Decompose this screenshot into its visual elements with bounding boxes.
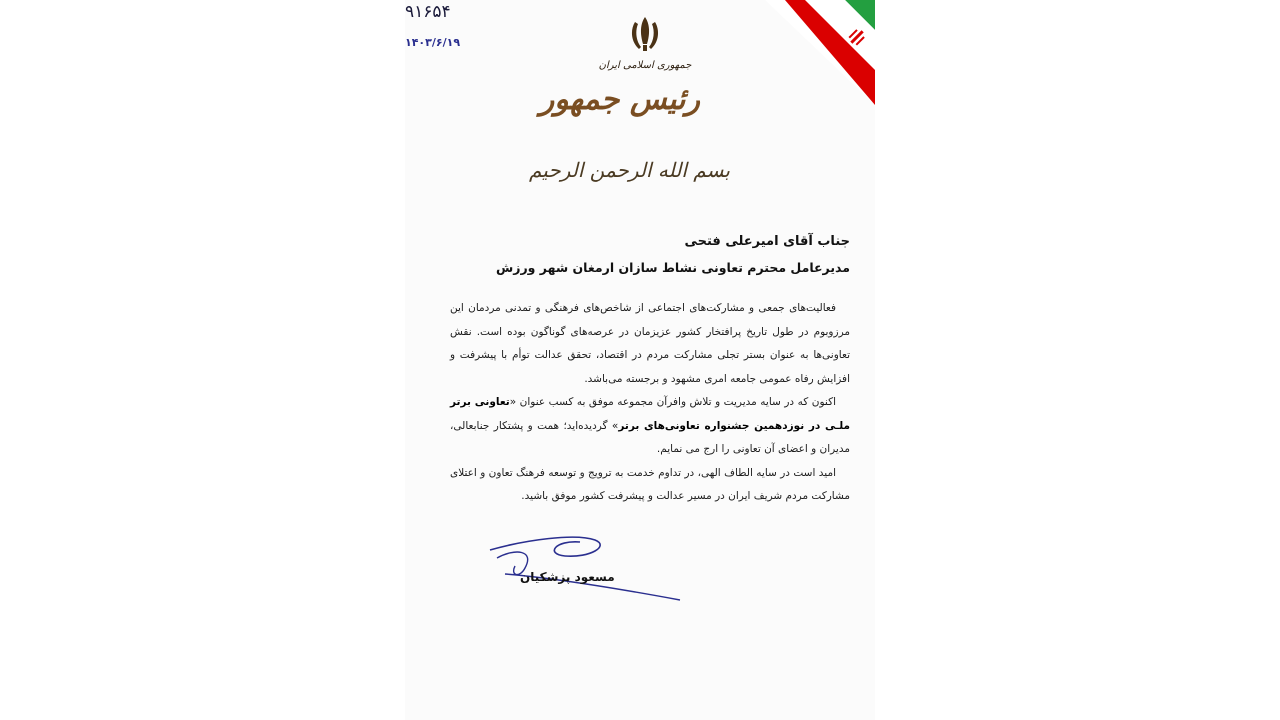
office-title: رئیس جمهور [539,82,700,117]
award-title: تعاونی برتر ملـی در نوزدهمین جشنواره تعاونی‌های برتر [450,396,850,432]
paragraph-1: فعالیت‌های جمعی و مشارکت‌های اجتماعی از شاخص‌های فرهنگی و تمدنی مردمان این مرزوبوم در طول تاریخ پرافتخار کشور عزیزمان در عرصه‌های گوناگون بوده است. نقش تعاونی‌ها به عنوان بستر تجلی مشارکت مردم در اقتصاد، تحقق عدالت توأم با پیشرفت و افزایش رفاه عمومی جامعه امری مشهود و برجسته می‌باشد. [450,302,850,385]
reference-date: ۱۴۰۳/۶/۱۹ [405,36,461,49]
letter-page [405,0,875,720]
recipient-title: مدیرعامل محترم تعاونی نشاط سازان ارمغان شهر ورزش [496,260,850,275]
letter-body [450,297,850,509]
recipient-name: جناب آقای امیرعلی فتحی [684,234,850,249]
paragraph-3: امید است در سایه الطاف الهی، در تداوم خدمت به ترویج و توسعه فرهنگ تعاون و اعتلای مشارکت مردم شریف ایران در مسیر عدالت و پیشرفت کشور موفق باشید. [450,466,850,502]
iran-emblem-icon [625,39,665,58]
basmala: بسم الله الرحمن الرحیم [528,158,730,182]
paragraph-2 [450,391,850,462]
iran-flag-corner-icon [765,0,875,105]
emblem-block [595,14,695,71]
signer-name: مسعود پزشکیان [520,570,615,584]
paragraph-2-after: » گردیده‌اید؛ همت و پشتکار جنابعالی، مدیران و اعضای آن تعاونی را ارج می نمایم. [450,419,850,455]
paragraph-2-before: اکنون که در سایه مدیریت و تلاش وافرآن مجموعه موفق به کسب عنوان « [509,396,837,408]
emblem-caption: جمهوری اسلامی ایران [598,60,692,71]
reference-number: ۹۱۶۵۴ [405,2,451,22]
